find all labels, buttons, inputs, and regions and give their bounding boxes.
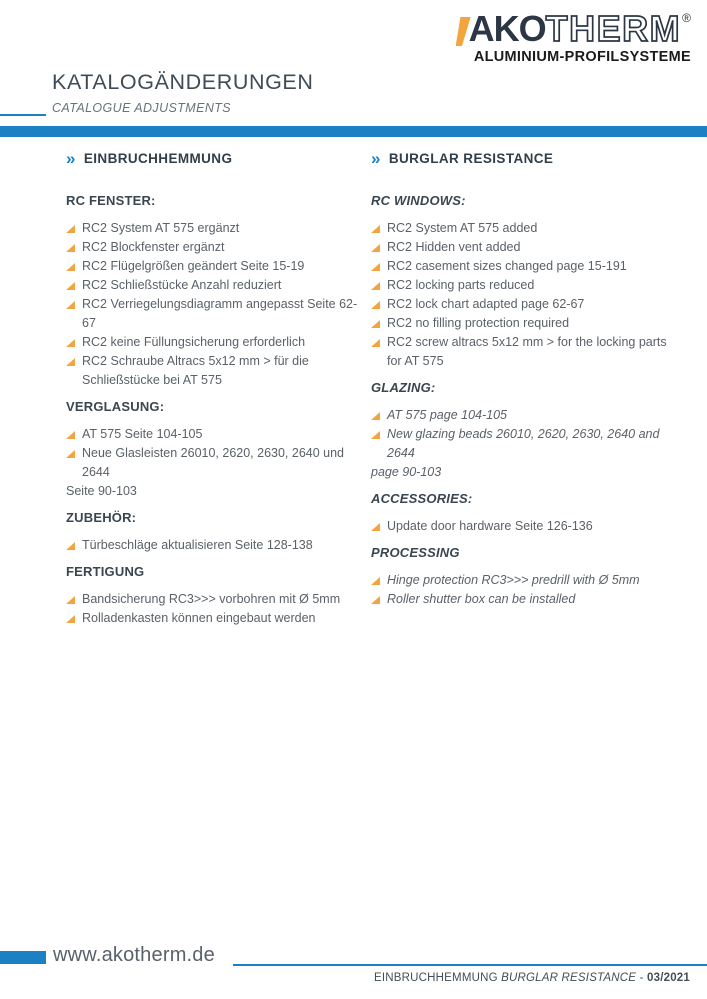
triangle-bullet-icon bbox=[371, 577, 380, 585]
list-item-text: New glazing beads 26010, 2620, 2630, 2640 and 2644 bbox=[387, 427, 660, 460]
footer-caption-issue: 03/2021 bbox=[647, 972, 690, 984]
triangle-bullet-icon bbox=[66, 301, 75, 309]
content-section bbox=[371, 491, 690, 536]
list-item bbox=[371, 406, 690, 425]
list-item bbox=[371, 314, 690, 333]
double-chevron-icon: » bbox=[66, 149, 76, 168]
content-section bbox=[66, 564, 371, 628]
triangle-bullet-icon bbox=[66, 596, 75, 604]
section-item-list bbox=[371, 219, 690, 371]
list-item-text: AT 575 Seite 104-105 bbox=[82, 427, 203, 441]
list-item-text: AT 575 page 104-105 bbox=[387, 408, 508, 422]
content-section bbox=[371, 193, 690, 371]
content-section bbox=[66, 399, 371, 501]
list-item bbox=[66, 609, 371, 628]
list-item bbox=[66, 333, 371, 352]
footer-caption-de: EINBRUCHHEMMUNG bbox=[374, 972, 502, 984]
section-title: GLAZING: bbox=[371, 380, 436, 395]
list-item bbox=[371, 333, 690, 352]
page-subtitle: CATALOGUE ADJUSTMENTS bbox=[52, 101, 232, 115]
list-item bbox=[371, 238, 690, 257]
triangle-bullet-icon bbox=[371, 596, 380, 604]
list-item-text: RC2 Hidden vent added bbox=[387, 240, 521, 254]
list-item-text: Roller shutter box can be installed bbox=[387, 592, 576, 606]
page-title: KATALOGÄNDERUNGEN bbox=[52, 70, 314, 94]
triangle-bullet-icon bbox=[66, 450, 75, 458]
list-item-text: Neue Glasleisten 26010, 2620, 2630, 2640 und 2644 bbox=[82, 446, 345, 479]
triangle-bullet-icon bbox=[66, 339, 75, 347]
section-title: RC WINDOWS: bbox=[371, 193, 466, 208]
section-title: VERGLASUNG: bbox=[66, 399, 165, 414]
triangle-bullet-icon bbox=[371, 244, 380, 252]
logo-text-outline: THERM bbox=[545, 8, 682, 49]
logo-wordmark bbox=[456, 8, 691, 49]
list-item-text: RC2 System AT 575 ergänzt bbox=[82, 221, 240, 235]
column-heading-label: EINBRUCHHEMMUNG bbox=[83, 151, 233, 166]
list-item bbox=[371, 425, 690, 463]
list-item-text: RC2 locking parts reduced bbox=[387, 278, 535, 292]
triangle-bullet-icon bbox=[66, 358, 75, 366]
triangle-bullet-icon bbox=[66, 431, 75, 439]
list-item-continuation bbox=[371, 463, 690, 482]
section-title: ACCESSORIES: bbox=[371, 491, 473, 506]
triangle-bullet-icon bbox=[66, 244, 75, 252]
list-item-text: page 90-103 bbox=[371, 465, 442, 479]
column-heading bbox=[371, 150, 690, 167]
section-title: RC FENSTER: bbox=[66, 193, 156, 208]
list-item-text: RC2 lock chart adapted page 62-67 bbox=[387, 297, 585, 311]
list-item bbox=[66, 295, 371, 333]
list-item-text: RC2 Blockfenster ergänzt bbox=[82, 240, 225, 254]
content-columns bbox=[66, 150, 690, 628]
list-item-text: RC2 Flügelgrößen geändert Seite 15-19 bbox=[82, 259, 305, 273]
list-item-text: RC2 Schließstücke Anzahl reduziert bbox=[82, 278, 282, 292]
triangle-bullet-icon bbox=[371, 282, 380, 290]
list-item bbox=[66, 590, 371, 609]
section-item-list bbox=[66, 219, 371, 390]
triangle-bullet-icon bbox=[371, 339, 380, 347]
list-item-text: Rolladenkasten können eingebaut werden bbox=[82, 611, 316, 625]
list-item bbox=[66, 276, 371, 295]
list-item-text: RC2 System AT 575 added bbox=[387, 221, 538, 235]
content-section bbox=[371, 545, 690, 609]
triangle-bullet-icon bbox=[66, 263, 75, 271]
language-column bbox=[66, 150, 371, 628]
list-item-text: Seite 90-103 bbox=[66, 484, 137, 498]
list-item-text: RC2 Schraube Altracs 5x12 mm > für die bbox=[82, 354, 309, 368]
list-item bbox=[66, 257, 371, 276]
triangle-bullet-icon bbox=[371, 523, 380, 531]
section-title: ZUBEHÖR: bbox=[66, 510, 137, 525]
list-item bbox=[371, 571, 690, 590]
list-item bbox=[371, 590, 690, 609]
list-item bbox=[66, 352, 371, 371]
content-section bbox=[66, 510, 371, 555]
list-item bbox=[66, 238, 371, 257]
double-chevron-icon: » bbox=[371, 149, 381, 168]
list-item bbox=[371, 257, 690, 276]
list-item-text: RC2 casement sizes changed page 15-191 bbox=[387, 259, 627, 273]
header-blue-bar bbox=[0, 126, 707, 137]
content-section bbox=[66, 193, 371, 390]
triangle-bullet-icon bbox=[371, 263, 380, 271]
list-item bbox=[66, 536, 371, 555]
triangle-bullet-icon bbox=[371, 320, 380, 328]
section-item-list bbox=[66, 425, 371, 501]
list-item-continuation bbox=[66, 482, 371, 501]
triangle-bullet-icon bbox=[371, 412, 380, 420]
section-item-list bbox=[371, 406, 690, 482]
content-section bbox=[371, 380, 690, 482]
footer-caption-en: BURGLAR RESISTANCE bbox=[501, 972, 637, 984]
list-item-text: Update door hardware Seite 126-136 bbox=[387, 519, 593, 533]
list-item bbox=[66, 219, 371, 238]
akotherm-logo bbox=[456, 8, 691, 65]
list-item-text: RC2 screw altracs 5x12 mm > for the locking parts bbox=[387, 335, 667, 349]
triangle-bullet-icon bbox=[371, 225, 380, 233]
list-item-continuation bbox=[371, 352, 690, 371]
website-link[interactable]: www.akotherm.de bbox=[53, 944, 215, 966]
language-column bbox=[371, 150, 690, 628]
column-heading-label: BURGLAR RESISTANCE bbox=[388, 151, 554, 166]
section-title: PROCESSING bbox=[371, 545, 460, 560]
registered-trademark-icon: ® bbox=[682, 11, 691, 25]
footer-blue-block bbox=[0, 951, 46, 964]
subtitle-underline-rule bbox=[0, 114, 46, 116]
footer-caption bbox=[374, 972, 690, 984]
triangle-bullet-icon bbox=[66, 615, 75, 623]
list-item-text: Türbeschläge aktualisieren Seite 128-138 bbox=[82, 538, 313, 552]
triangle-bullet-icon bbox=[66, 282, 75, 290]
list-item-text: RC2 no filling protection required bbox=[387, 316, 570, 330]
column-heading bbox=[66, 150, 371, 167]
triangle-bullet-icon bbox=[66, 225, 75, 233]
logo-tagline: ALUMINIUM-PROFILSYSTEME bbox=[473, 49, 691, 65]
list-item-text: Hinge protection RC3>>> predrill with Ø 5mm bbox=[387, 573, 640, 587]
list-item bbox=[66, 444, 371, 482]
footer-blue-rule bbox=[233, 964, 707, 966]
list-item-continuation bbox=[66, 371, 371, 390]
section-item-list bbox=[66, 590, 371, 628]
list-item-text: Bandsicherung RC3>>> vorbohren mit Ø 5mm bbox=[82, 592, 341, 606]
list-item-text: RC2 Verriegelungsdiagramm angepasst Seite 62-67 bbox=[82, 297, 358, 330]
list-item-text: for AT 575 bbox=[387, 354, 444, 368]
triangle-bullet-icon bbox=[371, 301, 380, 309]
list-item-text: RC2 keine Füllungsicherung erforderlich bbox=[82, 335, 306, 349]
list-item-text: Schließstücke bei AT 575 bbox=[82, 373, 222, 387]
section-title: FERTIGUNG bbox=[66, 564, 145, 579]
triangle-bullet-icon bbox=[371, 431, 380, 439]
section-item-list bbox=[371, 571, 690, 609]
section-item-list bbox=[66, 536, 371, 555]
list-item bbox=[371, 517, 690, 536]
list-item bbox=[371, 276, 690, 295]
footer-caption-separator: - bbox=[636, 972, 648, 984]
list-item bbox=[371, 219, 690, 238]
triangle-bullet-icon bbox=[66, 542, 75, 550]
logo-text-solid: AKO bbox=[468, 8, 546, 49]
list-item bbox=[371, 295, 690, 314]
column-sections bbox=[371, 193, 690, 609]
section-item-list bbox=[371, 517, 690, 536]
list-item bbox=[66, 425, 371, 444]
column-sections bbox=[66, 193, 371, 628]
